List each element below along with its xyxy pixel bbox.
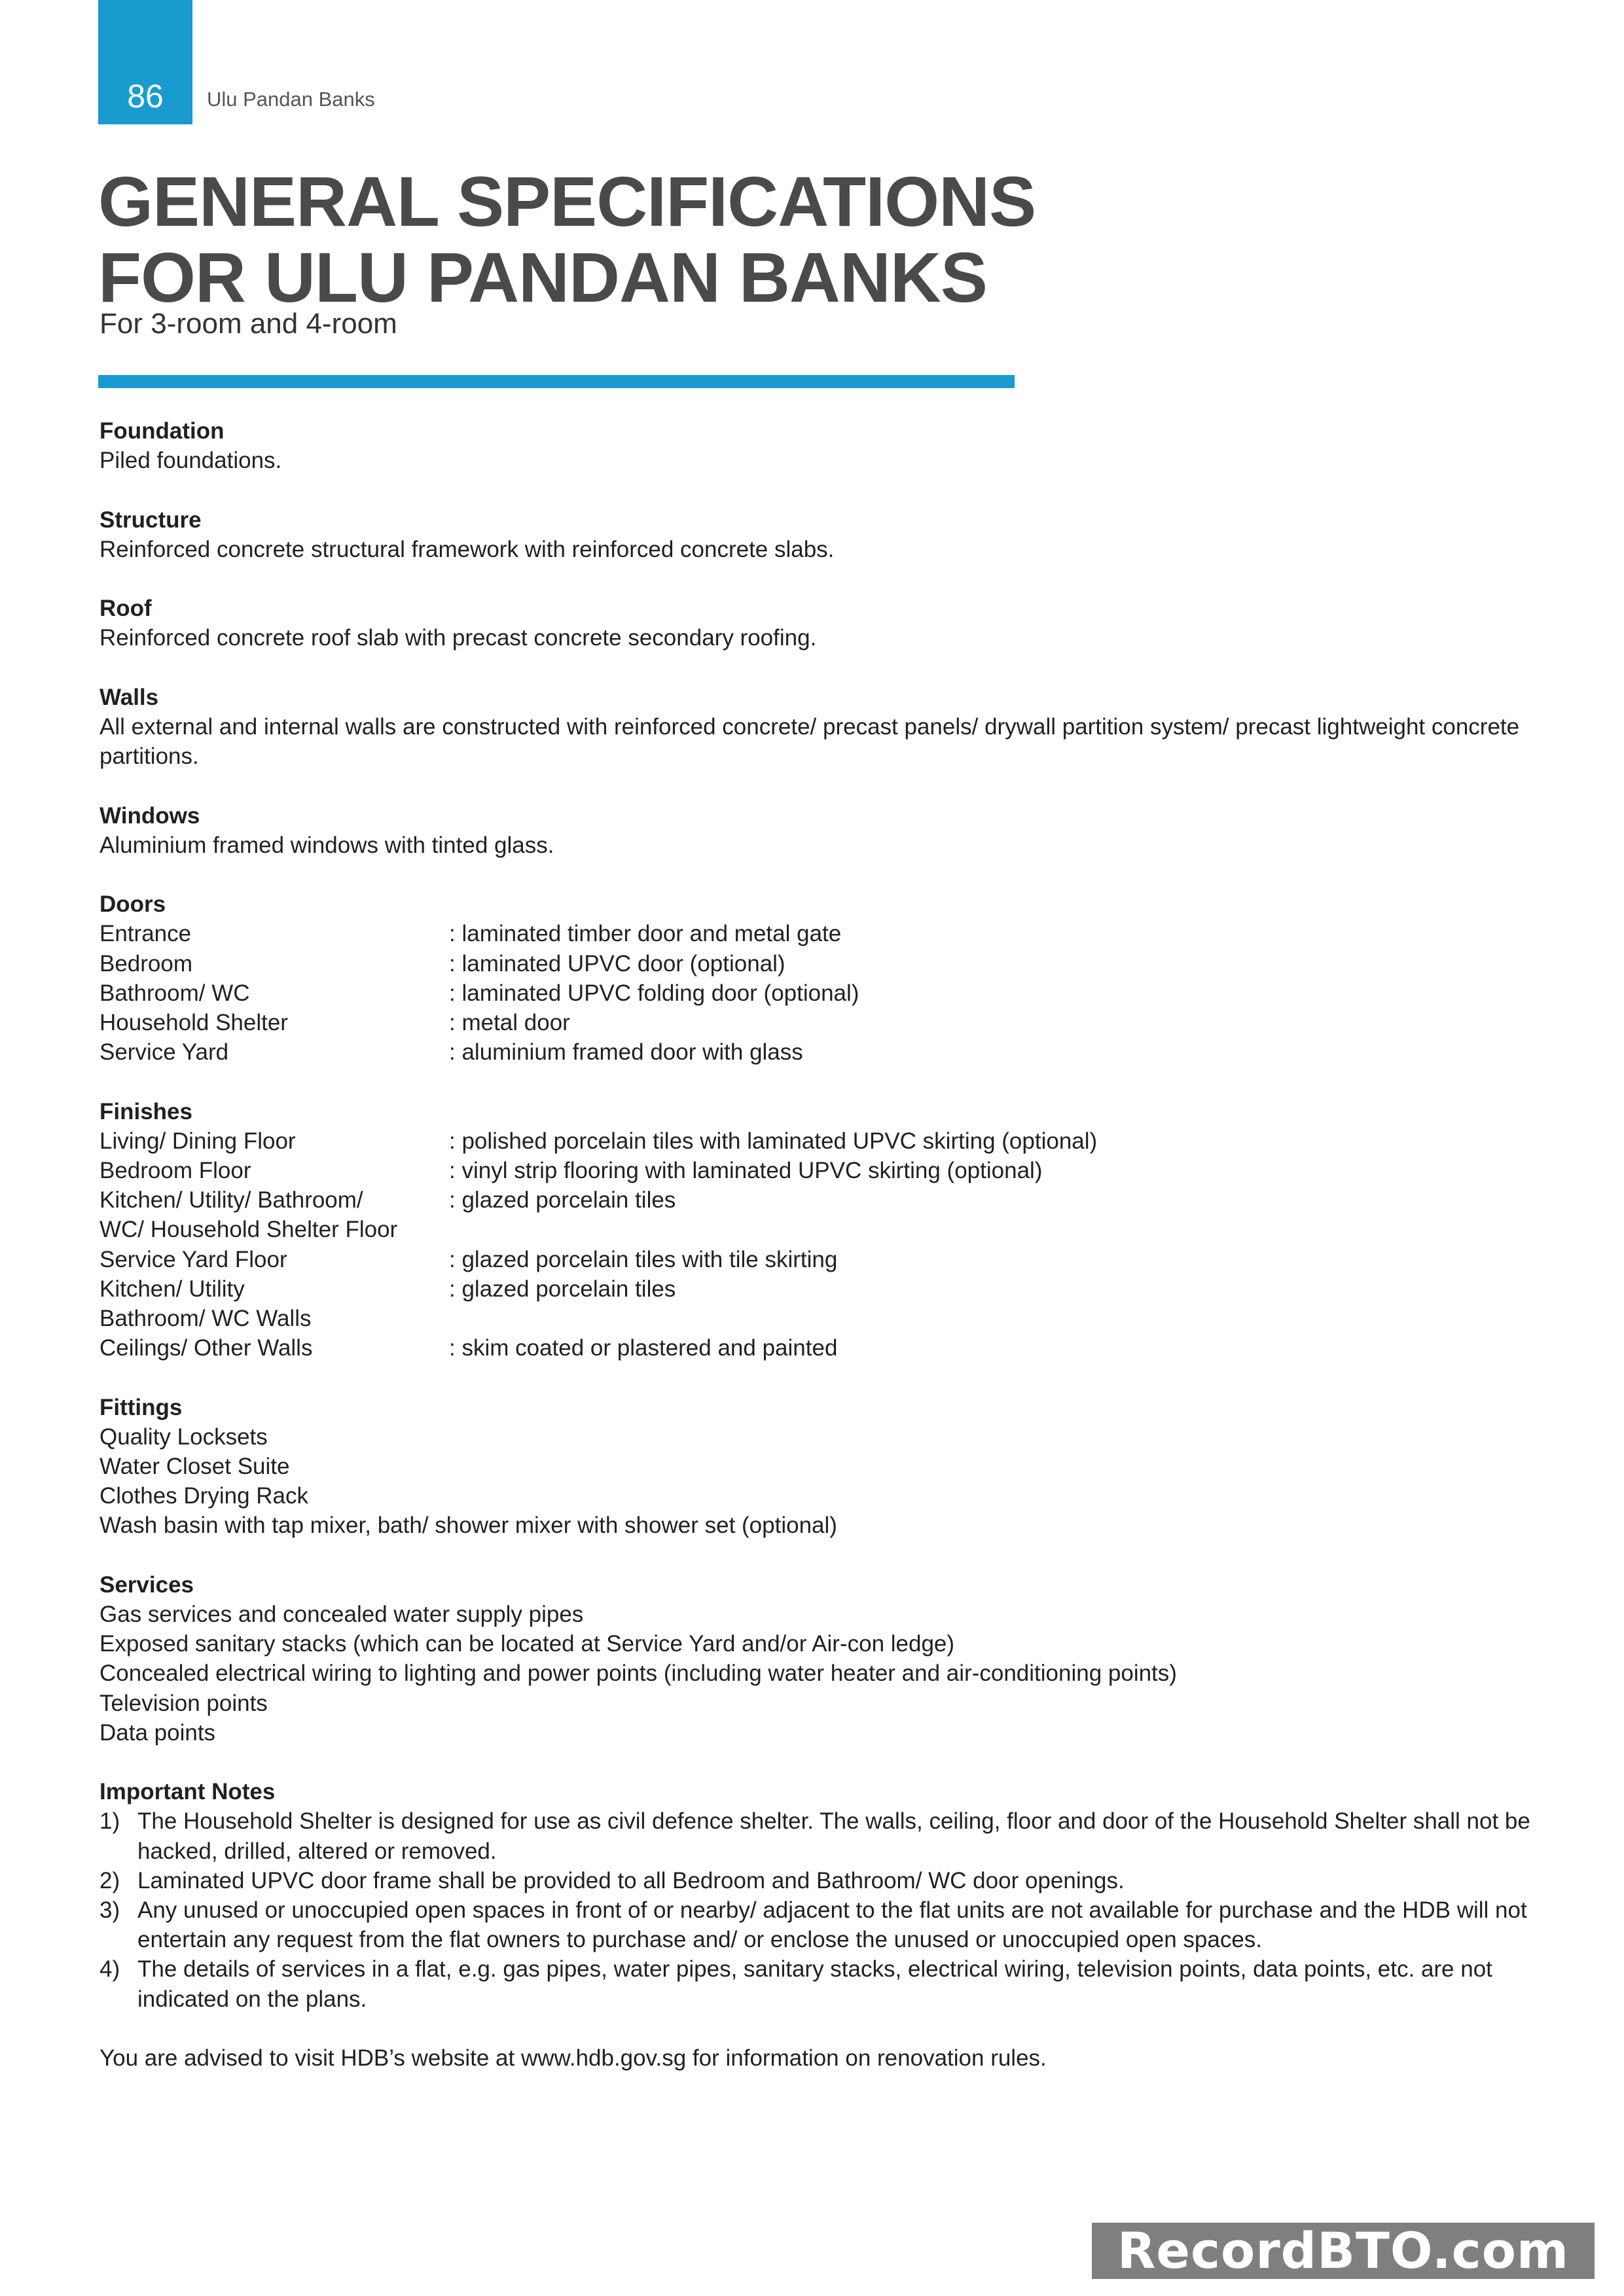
spec-label: Household Shelter [99,1009,288,1035]
section-heading: Roof [99,596,152,622]
section-heading: Fittings [99,1394,183,1420]
section-heading: Finishes [99,1098,192,1124]
section-heading: Windows [99,802,200,829]
spec-row [99,1215,1540,1244]
note-item [99,1895,1540,1954]
spec-value: : glazed porcelain tiles [449,1276,676,1302]
spec-value: : glazed porcelain tiles with tile skirting [449,1246,838,1272]
spec-row [99,919,1540,948]
spec-value [449,1215,1540,1244]
spec-value: : polished porcelain tiles with laminated UPVC skirting (optional) [449,1128,1098,1154]
section-heading: Walls [99,684,159,710]
list-item: Data points [99,1719,216,1746]
note-item [99,1866,1540,1895]
spec-row [99,1245,1540,1274]
section-text: All external and internal walls are constructed with reinforced concrete/ precast panels/ drywall partition system/ precast lightweight concrete partitions. [99,713,1520,770]
spec-value: : vinyl strip flooring with laminated UPVC skirting (optional) [449,1157,1043,1183]
spec-value: : skim coated or plastered and painted [449,1335,838,1361]
spec-value: : laminated timber door and metal gate [449,921,842,947]
page-number-tab [98,0,192,124]
list-item: Water Closet Suite [99,1454,290,1479]
services-section [99,1570,1540,1748]
specifications-body [99,416,1540,2073]
section-heading: Foundation [99,418,225,444]
spec-row [99,1156,1540,1185]
important-notes-section [99,1777,1540,2014]
spec-row [99,1037,1540,1067]
accent-divider [98,375,1015,388]
section-text: Reinforced concrete roof slab with precast concrete secondary roofing. [99,625,817,651]
spec-value: : laminated UPVC door (optional) [449,950,785,977]
structure-section [99,505,1540,564]
closing-advice: You are advised to visit HDB’s website at www.hdb.gov.sg for information on renovation rules. [99,2045,1047,2072]
note-number: 2) [99,1867,120,1893]
fittings-section [99,1393,1540,1541]
spec-value [449,1304,1540,1333]
note-item [99,1806,1540,1865]
page-title [98,164,1036,315]
spec-row [99,1185,1540,1215]
foundation-section [99,416,1540,475]
finishes-section [99,1097,1540,1363]
list-item: Quality Locksets [99,1424,268,1450]
spec-row [99,949,1540,978]
note-text: Any unused or unoccupied open spaces in front of or nearby/ adjacent to the flat units are not available for purchase and the HDB will not entertain any request from the flat owners to purchase and/ or enclose the unused or unoccupied open spaces. [137,1897,1527,1953]
section-text: Reinforced concrete structural framework with reinforced concrete slabs. [99,536,835,562]
page-number: 86 [127,78,164,115]
spec-label: Kitchen/ Utility/ Bathroom/ [99,1187,363,1213]
note-number: 1) [99,1808,120,1835]
spec-label: Entrance [99,921,192,947]
spec-value: : metal door [449,1009,570,1035]
spec-row [99,1126,1540,1156]
spec-row [99,978,1540,1008]
spec-value: : aluminium framed door with glass [449,1039,803,1066]
page-subtitle: For 3-room and 4-room [99,308,397,340]
section-heading: Important Notes [99,1779,276,1805]
running-title: Ulu Pandan Banks [207,88,375,111]
spec-label: Service Yard [99,1039,229,1066]
windows-section [99,801,1540,860]
spec-label: Bedroom Floor [99,1157,251,1183]
spec-label: Bathroom/ WC [99,980,250,1006]
note-number: 3) [99,1897,120,1924]
walls-section [99,683,1540,772]
list-item: Wash basin with tap mixer, bath/ shower mixer with shower set (optional) [99,1513,837,1539]
spec-row [99,1274,1540,1304]
watermark: RecordBTO.com [1092,2223,1595,2279]
list-item: Exposed sanitary stacks (which can be located at Service Yard and/or Air-con ledge) [99,1631,955,1657]
spec-row [99,1304,1540,1333]
spec-label: Bedroom [99,950,193,977]
page-title-line-1: GENERAL SPECIFICATIONS [98,162,1036,241]
list-item: Television points [99,1690,268,1716]
section-heading: Doors [99,891,166,918]
spec-label: Living/ Dining Floor [99,1128,296,1154]
list-item: Clothes Drying Rack [99,1483,308,1509]
spec-row [99,1333,1540,1363]
spec-value: : laminated UPVC folding door (optional) [449,980,859,1006]
note-text: The details of services in a flat, e.g. gas pipes, water pipes, sanitary stacks, electrical wiring, television points, data points, etc. are not indicated on the plans. [137,1956,1492,2012]
page-title-line-2: FOR ULU PANDAN BANKS [98,238,987,317]
section-heading: Services [99,1571,194,1598]
note-text: The Household Shelter is designed for use as civil defence shelter. The walls, ceiling, floor and door of the Household Shelter shall not be hacked, drilled, altered or removed. [137,1808,1530,1864]
spec-label: Bathroom/ WC Walls [99,1306,312,1331]
list-item: Concealed electrical wiring to lighting and power points (including water heater and air-conditioning points) [99,1660,1177,1687]
spec-label: WC/ Household Shelter Floor [99,1217,398,1243]
spec-value: : glazed porcelain tiles [449,1187,676,1213]
section-text: Piled foundations. [99,448,282,474]
section-text: Aluminium framed windows with tinted glass. [99,832,554,858]
note-item [99,1954,1540,2013]
section-heading: Structure [99,507,202,533]
list-item: Gas services and concealed water supply pipes [99,1602,584,1627]
roof-section [99,594,1540,653]
doors-section [99,889,1540,1067]
note-number: 4) [99,1956,120,1982]
spec-label: Service Yard Floor [99,1246,287,1272]
note-text: Laminated UPVC door frame shall be provided to all Bedroom and Bathroom/ WC door openings. [137,1867,1125,1893]
spec-row [99,1008,1540,1037]
spec-label: Kitchen/ Utility [99,1276,245,1302]
spec-label: Ceilings/ Other Walls [99,1335,313,1361]
